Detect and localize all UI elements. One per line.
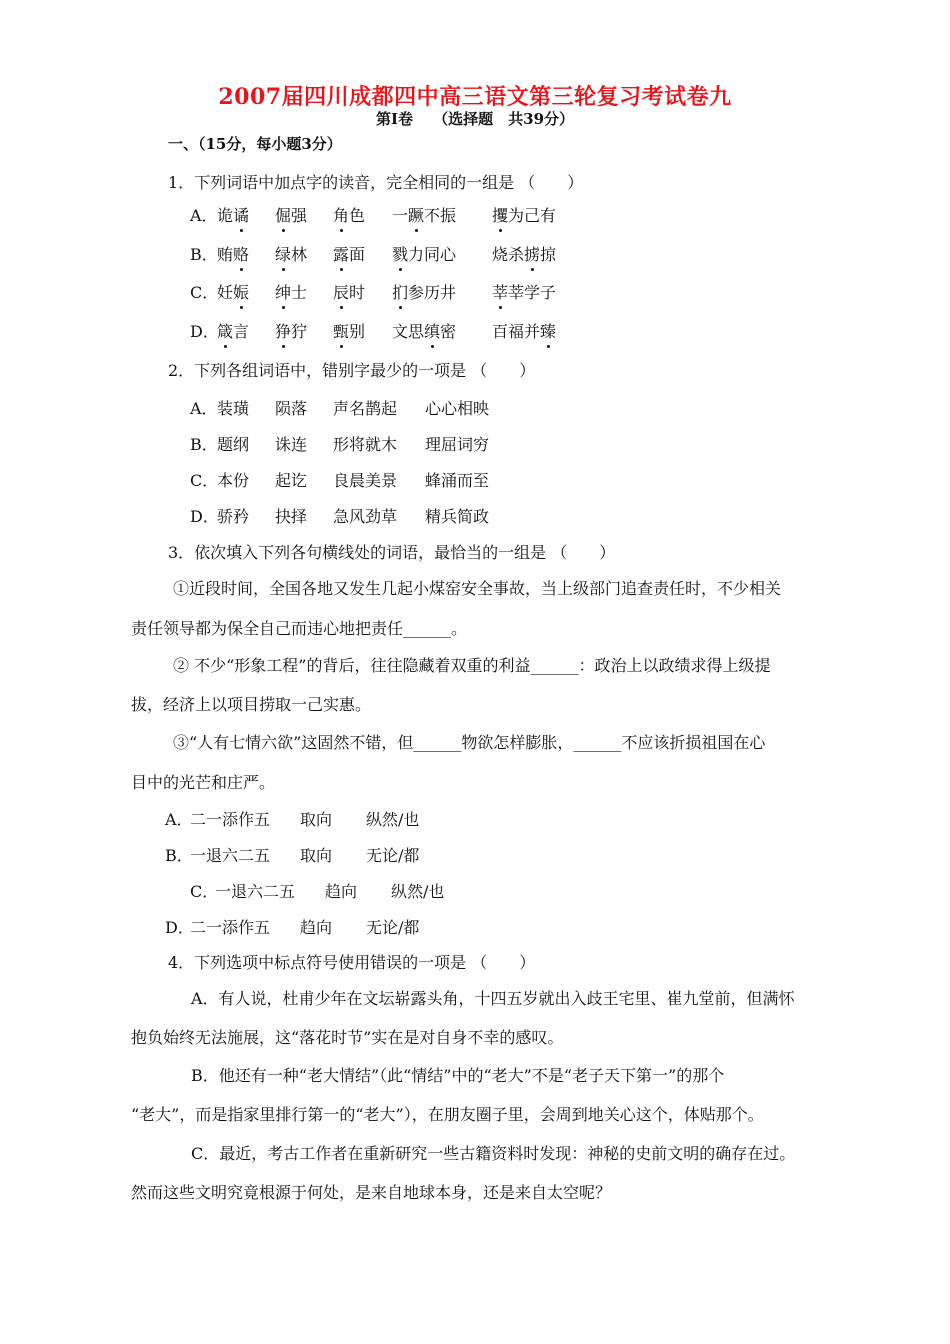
question-3-stem: 3．依次填入下列各句横线处的词语，最恰当的一组是 （ ） [168,543,616,562]
q1-option-label: D． [190,322,219,341]
q3-sentence-3-line-1: ③“人有七情六欲”这固然不错，但______物欲怎样膨胀，______不应该折损祖国在心 [173,733,766,752]
q1-option-label: C． [190,283,219,302]
q2-option-word: 题纲 [217,435,250,454]
q1-option-word: 烧杀掳掠 [492,245,557,264]
q4-option-a-line-2: 抱负始终无法施展，这“落花时节”实在是对自身不幸的感叹。 [131,1028,564,1047]
q2-option-word: 骄矜 [217,507,250,526]
q1-option-word: 攫为己有 [492,206,557,225]
q1-option-word: 狰狞 [275,322,308,341]
exam-title: 2007届四川成都四中高三语文第三轮复习考试卷九 [218,84,732,110]
q2-option-word: 良晨美景 [333,471,398,490]
q3-option-label: B． [165,846,193,865]
q1-option-label: B． [190,245,218,264]
q1-option-word: 文思缜密 [392,322,457,341]
q3-option-a: 一退六二五 [190,846,271,865]
q1-option-word: 角色 [333,206,366,225]
q4-option-c-line-2: 然而这些文明究竟根源于何处，是来自地球本身，还是来自太空呢？ [131,1183,612,1202]
q2-option-word: 心心相映 [425,399,490,418]
q2-option-word: 诛连 [275,435,308,454]
q2-option-word: 声名鹊起 [333,399,398,418]
q3-option-label: A． [165,810,193,829]
q3-sentence-1-line-1: ①近段时间，全国各地又发生几起小煤窑安全事故，当上级部门追查责任时，不少相关 [173,579,782,598]
q2-option-word: 抉择 [275,507,308,526]
q1-option-word: 扪参历井 [392,283,457,302]
q2-option-word: 陨落 [275,399,308,418]
q3-sentence-2-line-2: 拔，经济上以项目捞取一己实惠。 [131,695,372,714]
q2-option-word: 急风劲草 [333,507,398,526]
q4-option-a-line-1: A．有人说，杜甫少年在文坛崭露头角，十四五岁就出入歧王宅里、崔九堂前，但满怀 [191,989,795,1008]
q3-option-c: 纵然/也 [366,810,420,829]
q4-option-b-line-1: B．他还有一种“老大情结”（此“情结”中的“老大”不是“老子天下第一”的那个 [191,1066,725,1085]
q1-option-word: 诡谲 [217,206,250,225]
q2-option-label: C． [190,471,219,490]
q3-option-b: 趋向 [325,882,358,901]
q3-option-a: 一退六二五 [215,882,296,901]
q1-option-word: 绿林 [275,245,308,264]
q1-option-word: 倔强 [275,206,308,225]
q1-option-word: 百福并臻 [492,322,557,341]
q2-option-label: D． [190,507,219,526]
q2-option-label: B． [190,435,218,454]
q1-option-word: 妊娠 [217,283,250,302]
q3-option-a: 二一添作五 [190,810,271,829]
q1-option-word: 露面 [333,245,366,264]
q2-option-word: 蜂涌而至 [425,471,490,490]
q3-option-b: 取向 [300,846,333,865]
q3-option-b: 趋向 [300,918,333,937]
q1-option-word: 一蹶不振 [392,206,457,225]
question-1-stem: 1．下列词语中加点字的读音，完全相同的一组是 （ ） [168,173,584,192]
q3-option-label: C． [190,882,219,901]
exam-subtitle: 第Ⅰ卷 （选择题 共39分） [375,110,575,128]
q3-option-c: 无论/都 [366,846,420,865]
q2-option-word: 装璜 [217,399,250,418]
q3-option-a: 二一添作五 [190,918,271,937]
q2-option-label: A． [190,399,218,418]
q1-option-label: A． [190,206,218,225]
q1-option-word: 贿赂 [217,245,250,264]
q1-option-word: 辰时 [333,283,366,302]
question-4-stem: 4．下列选项中标点符号使用错误的一项是 （ ） [168,953,536,972]
q3-sentence-1-line-2: 责任领导都为保全自己而违心地把责任______。 [131,619,468,638]
q4-option-c-line-1: C．最近，考古工作者在重新研究一些古籍资料时发现：神秘的史前文明的确存在过。 [191,1144,796,1163]
q4-option-b-line-2: “老大”，而是指家里排行第一的“老大”），在朋友圈子里，会周到地关心这个，体贴那个。 [131,1105,764,1124]
section-heading: 一、（15分，每小题3分） [168,135,342,153]
question-2-stem: 2．下列各组词语中，错别字最少的一项是 （ ） [168,361,536,380]
q3-sentence-2-line-1: ② 不少“形象工程”的背后，往往隐藏着双重的利益______：政治上以政绩求得上级提 [173,656,771,675]
q2-option-word: 本份 [217,471,250,490]
q2-option-word: 精兵简政 [425,507,490,526]
q3-option-c: 纵然/也 [391,882,445,901]
q3-option-c: 无论/都 [366,918,420,937]
q1-option-word: 戮力同心 [392,245,457,264]
q2-option-word: 起讫 [275,471,308,490]
q2-option-word: 形将就木 [333,435,398,454]
q1-option-word: 莘莘学子 [492,283,557,302]
q1-option-word: 甄别 [333,322,366,341]
q1-option-word: 绅士 [275,283,308,302]
q2-option-word: 理屈词穷 [425,435,490,454]
q3-sentence-3-line-2: 目中的光芒和庄严。 [131,773,276,792]
q3-option-label: D． [165,918,194,937]
q1-option-word: 箴言 [217,322,250,341]
q3-option-b: 取向 [300,810,333,829]
